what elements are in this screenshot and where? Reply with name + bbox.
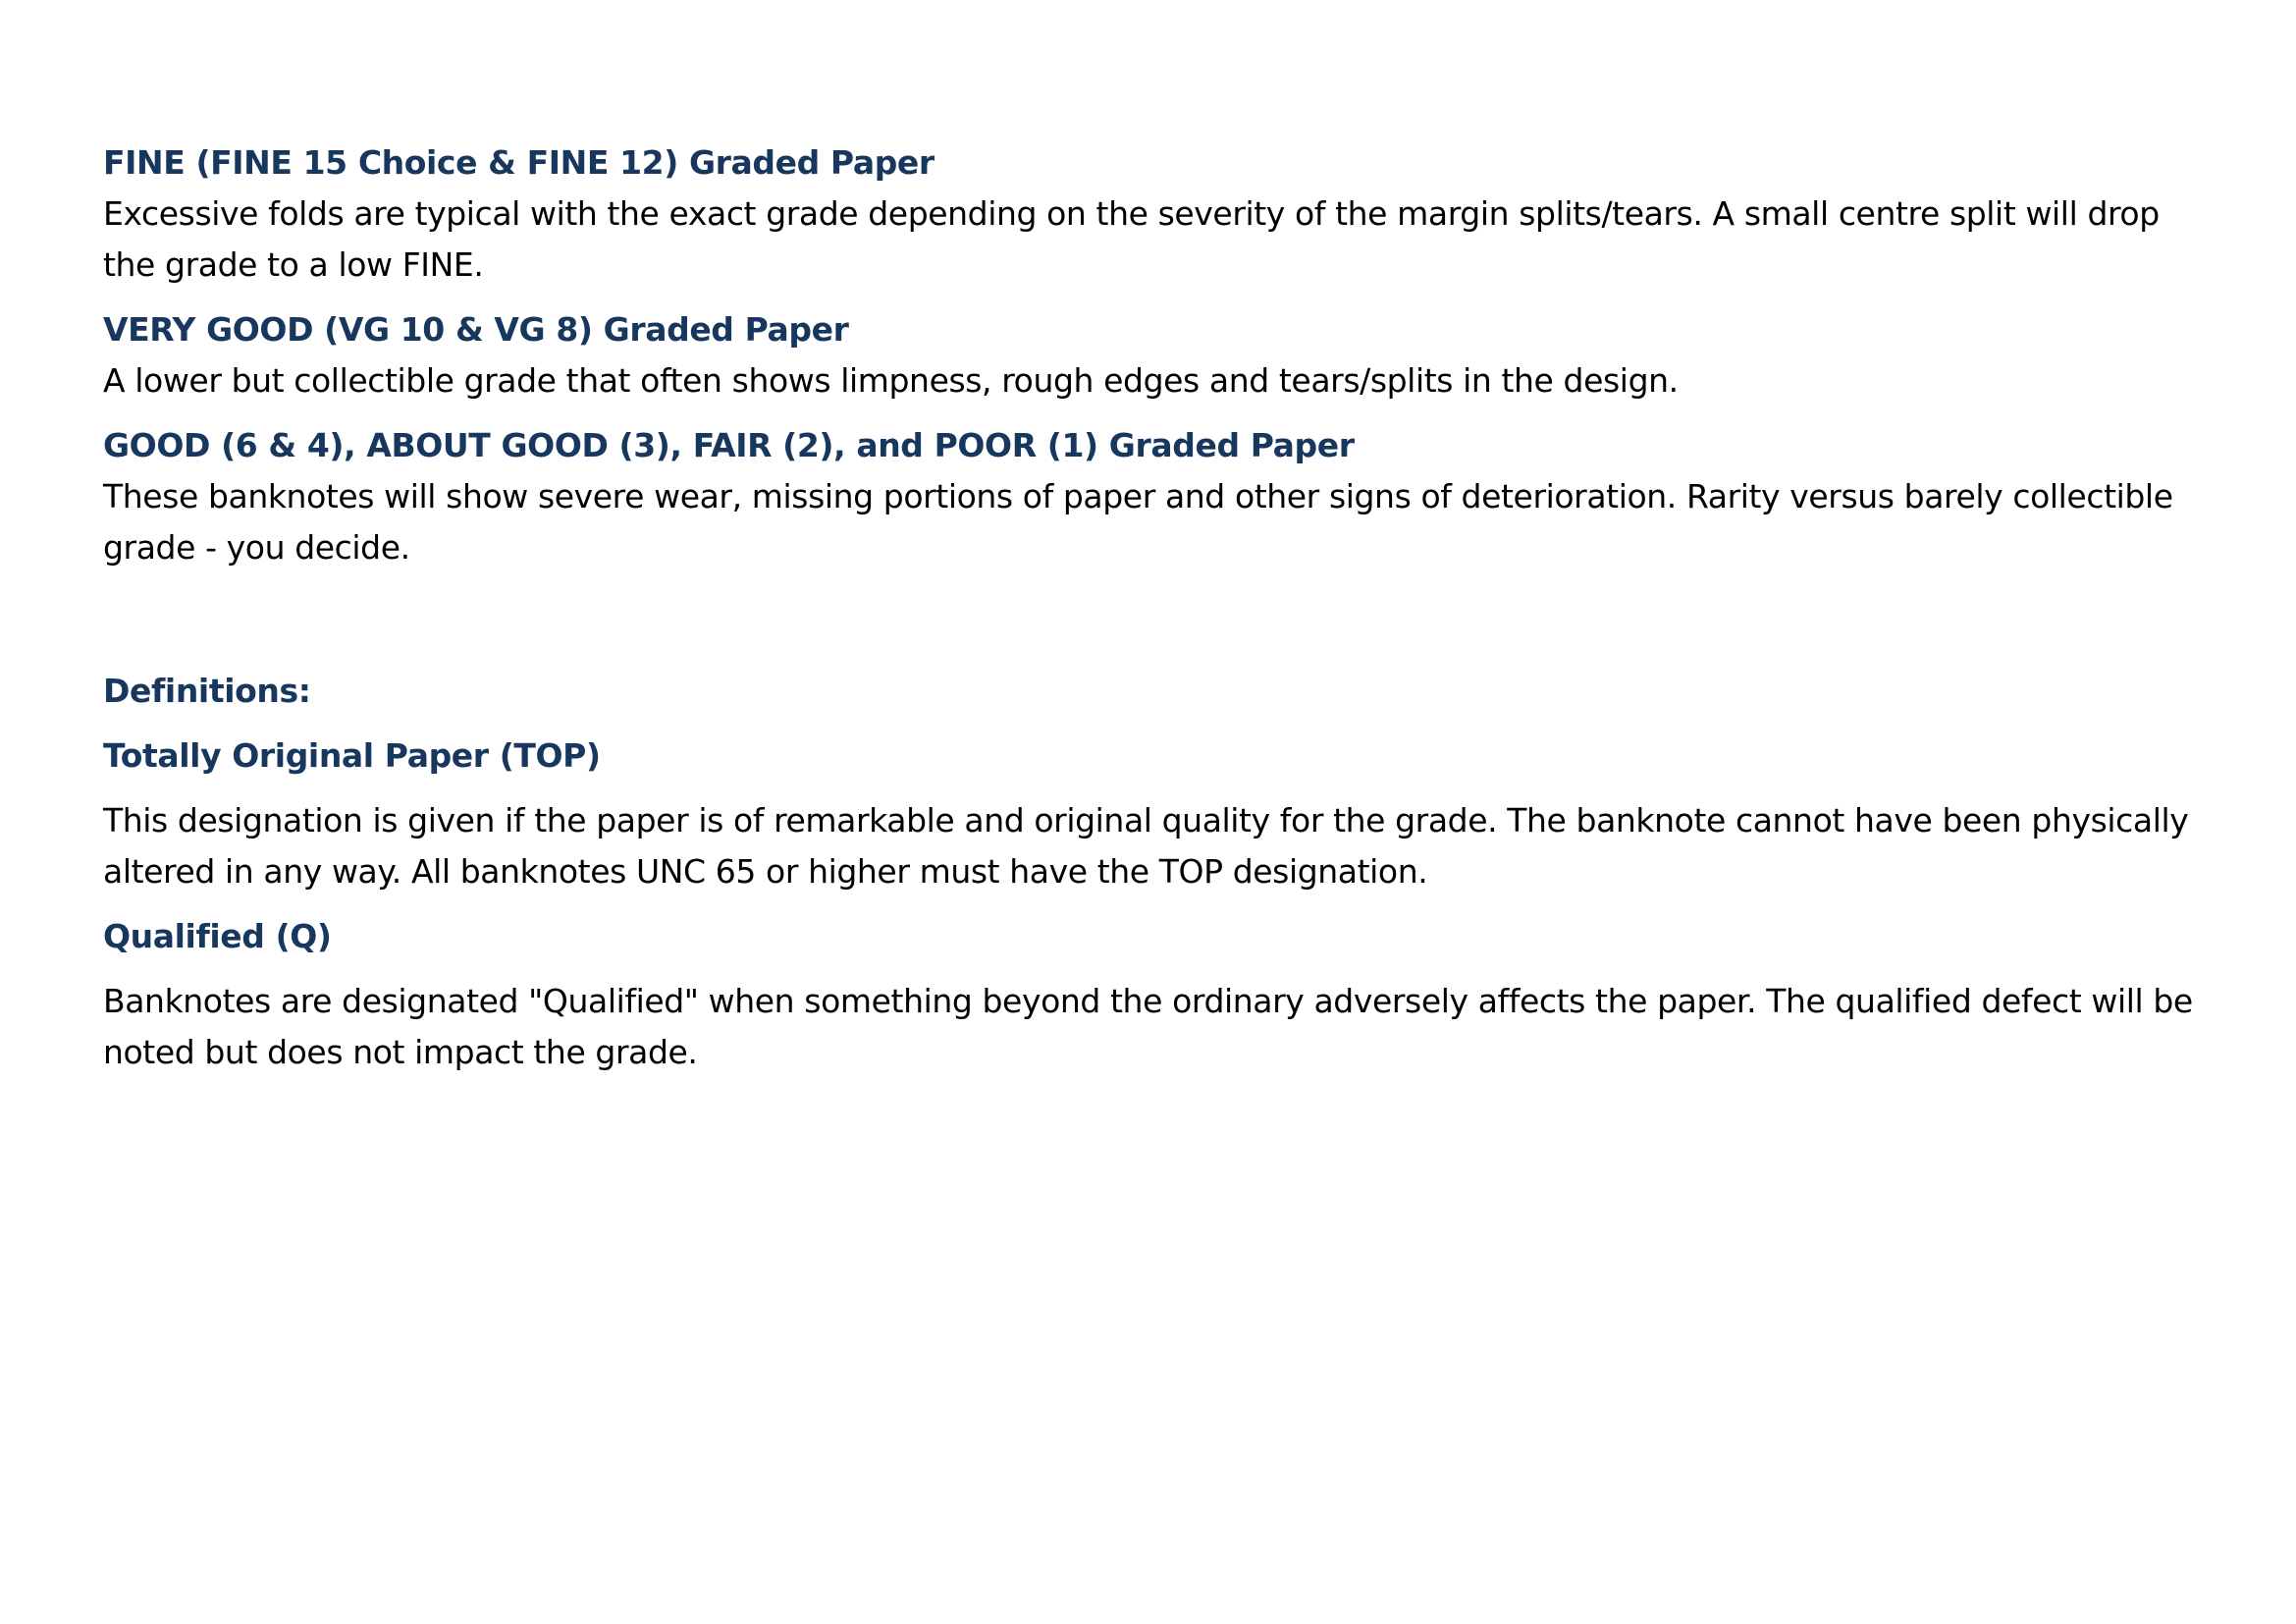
definition-heading-qualified: Qualified (Q): [103, 917, 332, 955]
grade-heading-good: GOOD (6 & 4), ABOUT GOOD (3), FAIR (2), and POOR (1) Graded Paper: [103, 426, 1355, 464]
definition-heading-top: Totally Original Paper (TOP): [103, 736, 601, 775]
grade-heading-very-good: VERY GOOD (VG 10 & VG 8) Graded Paper: [103, 310, 849, 349]
definitions-title: Definitions:: [103, 672, 311, 710]
definition-text-qualified: Banknotes are designated "Qualified" when something beyond the ordinary adversely affects the paper. The qualified defect will be noted but does not impact the grade.: [103, 982, 2193, 1071]
definition-text-top: This designation is given if the paper is of remarkable and original quality for the grade. The banknote cannot have been physically altered in any way. All banknotes UNC 65 or higher must have the TOP designation.: [103, 801, 2189, 891]
grade-text-good: These banknotes will show severe wear, missing portions of paper and other signs of deterioration. Rarity versus barely collectible grade - you decide.: [103, 477, 2173, 567]
section-spacer: [103, 587, 2214, 666]
document-content: [103, 137, 2214, 1092]
grade-text-fine: Excessive folds are typical with the exact grade depending on the severity of the margin splits/tears. A small centre split will drop the grade to a low FINE.: [103, 194, 2160, 284]
grade-text-very-good: A lower but collectible grade that often shows limpness, rough edges and tears/splits in the design.: [103, 361, 1679, 400]
grade-heading-fine: FINE (FINE 15 Choice & FINE 12) Graded Paper: [103, 143, 934, 182]
